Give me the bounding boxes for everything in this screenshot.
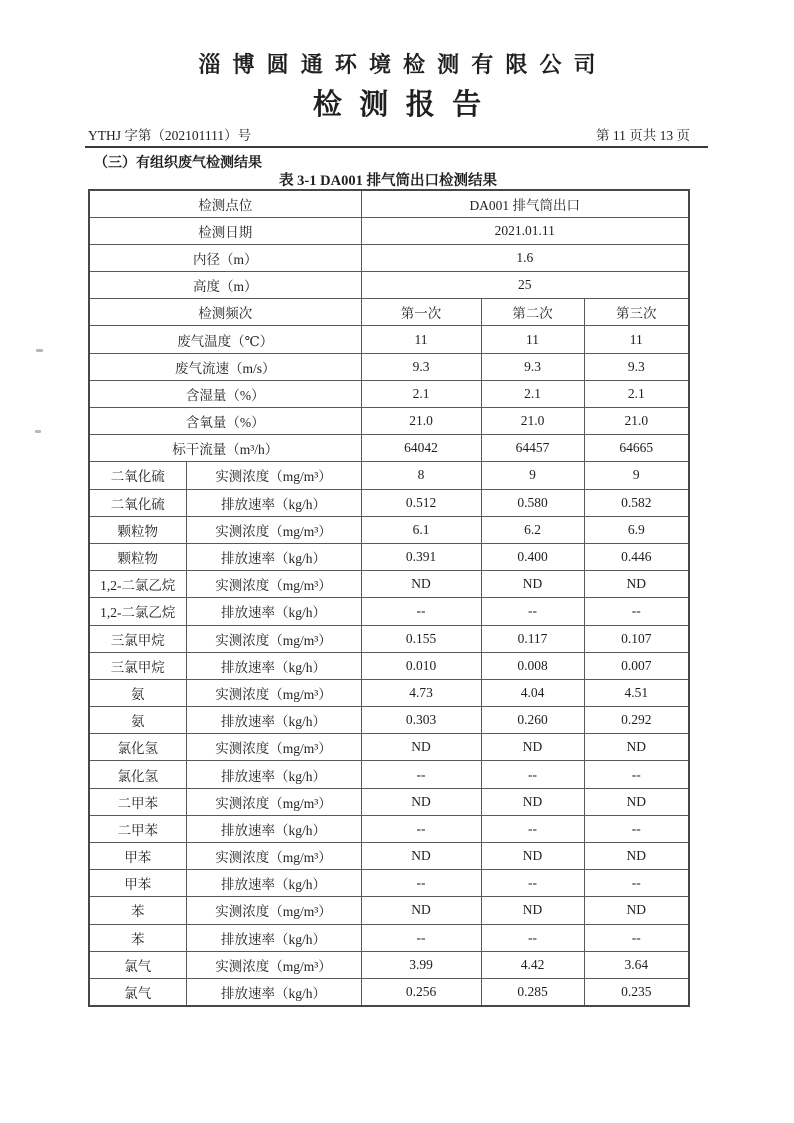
pollutant-name: 苯 <box>89 897 186 924</box>
parameter-row-value: 2.1 <box>481 380 584 407</box>
pollutant-value: 0.256 <box>361 978 481 1005</box>
parameter-row-value: 21.0 <box>481 408 584 435</box>
parameter-row-label: 含氧量（%） <box>89 408 361 435</box>
pollutant-value: 0.117 <box>481 625 584 652</box>
pollutant-parameter: 实测浓度（mg/m³） <box>186 679 361 706</box>
parameter-row-value: 9.3 <box>584 353 689 380</box>
table-row <box>89 978 689 1005</box>
pollutant-value: 0.285 <box>481 978 584 1005</box>
pollutant-value: 4.51 <box>584 679 689 706</box>
table-row <box>89 788 689 815</box>
parameter-row-value: 21.0 <box>361 408 481 435</box>
pollutant-value: 9 <box>481 462 584 489</box>
table-row <box>89 244 689 271</box>
table-row <box>89 435 689 462</box>
pollutant-value: -- <box>361 815 481 842</box>
pollutant-parameter: 排放速率（kg/h） <box>186 543 361 570</box>
frequency-column-header: 第一次 <box>361 299 481 326</box>
pollutant-value: 0.303 <box>361 707 481 734</box>
pollutant-parameter: 实测浓度（mg/m³） <box>186 462 361 489</box>
pollutant-value: 0.292 <box>584 707 689 734</box>
report-number: YTHJ 字第（202101111）号 <box>88 128 252 143</box>
pollutant-value: -- <box>361 761 481 788</box>
table-row <box>89 190 689 217</box>
parameter-row-value: 11 <box>481 326 584 353</box>
pollutant-value: -- <box>584 815 689 842</box>
pollutant-parameter: 排放速率（kg/h） <box>186 489 361 516</box>
pollutant-name: 二甲苯 <box>89 788 186 815</box>
pollutant-parameter: 排放速率（kg/h） <box>186 978 361 1005</box>
pollutant-name: 二氧化硫 <box>89 462 186 489</box>
pollutant-value: 6.9 <box>584 516 689 543</box>
parameter-row-value: 9.3 <box>481 353 584 380</box>
parameter-row-value: 64042 <box>361 435 481 462</box>
pollutant-name: 氯化氢 <box>89 734 186 761</box>
info-row-label: 高度（m） <box>89 272 361 299</box>
pollutant-parameter: 实测浓度（mg/m³） <box>186 625 361 652</box>
pollutant-value: -- <box>481 924 584 951</box>
pollutant-name: 氯气 <box>89 978 186 1005</box>
parameter-row-label: 含湿量（%） <box>89 380 361 407</box>
report-meta-row <box>88 124 690 144</box>
parameter-row-value: 11 <box>584 326 689 353</box>
results-table <box>88 189 690 1007</box>
frequency-column-header: 第二次 <box>481 299 584 326</box>
table-row <box>89 870 689 897</box>
pollutant-value: ND <box>584 788 689 815</box>
pollutant-value: 0.512 <box>361 489 481 516</box>
pollutant-parameter: 排放速率（kg/h） <box>186 652 361 679</box>
pollutant-value: ND <box>584 843 689 870</box>
pollutant-value: -- <box>584 761 689 788</box>
pollutant-name: 1,2-二氯乙烷 <box>89 571 186 598</box>
parameter-row-value: 9.3 <box>361 353 481 380</box>
table-row <box>89 571 689 598</box>
pollutant-value: 0.010 <box>361 652 481 679</box>
pollutant-value: ND <box>361 571 481 598</box>
pollutant-value: ND <box>361 788 481 815</box>
table-row <box>89 897 689 924</box>
table-row <box>89 489 689 516</box>
pollutant-value: 0.260 <box>481 707 584 734</box>
pollutant-value: 0.446 <box>584 543 689 570</box>
parameter-row-value: 64665 <box>584 435 689 462</box>
table-row <box>89 326 689 353</box>
pollutant-value: ND <box>361 734 481 761</box>
table-row <box>89 408 689 435</box>
pollutant-value: ND <box>481 788 584 815</box>
pollutant-name: 氯气 <box>89 951 186 978</box>
pollutant-value: -- <box>481 598 584 625</box>
pollutant-parameter: 实测浓度（mg/m³） <box>186 788 361 815</box>
pollutant-parameter: 排放速率（kg/h） <box>186 761 361 788</box>
pollutant-value: 0.400 <box>481 543 584 570</box>
parameter-row-value: 2.1 <box>361 380 481 407</box>
table-title: 表 3-1 DA001 排气筒出口检测结果 <box>279 173 497 189</box>
table-row <box>89 598 689 625</box>
table-row <box>89 380 689 407</box>
parameter-row-label: 废气温度（℃） <box>89 326 361 353</box>
scan-artifact <box>35 430 41 433</box>
pollutant-value: ND <box>361 897 481 924</box>
pollutant-value: ND <box>481 734 584 761</box>
pollutant-value: ND <box>481 897 584 924</box>
table-row <box>89 679 689 706</box>
pollutant-name: 甲苯 <box>89 843 186 870</box>
pollutant-name: 1,2-二氯乙烷 <box>89 598 186 625</box>
pollutant-name: 二氧化硫 <box>89 489 186 516</box>
pollutant-value: -- <box>584 870 689 897</box>
pollutant-value: 8 <box>361 462 481 489</box>
pollutant-value: 0.235 <box>584 978 689 1005</box>
pollutant-value: -- <box>481 870 584 897</box>
pollutant-value: -- <box>584 598 689 625</box>
pollutant-value: 0.391 <box>361 543 481 570</box>
pollutant-value: 3.99 <box>361 951 481 978</box>
pollutant-name: 氨 <box>89 679 186 706</box>
info-row-value: 2021.01.11 <box>361 217 689 244</box>
table-row <box>89 843 689 870</box>
pollutant-value: -- <box>481 815 584 842</box>
pollutant-value: -- <box>584 924 689 951</box>
section-heading: （三）有组织废气检测结果 <box>94 156 262 171</box>
pollutant-value: 6.1 <box>361 516 481 543</box>
table-row <box>89 625 689 652</box>
table-row <box>89 462 689 489</box>
pollutant-name: 颗粒物 <box>89 516 186 543</box>
pollutant-value: 3.64 <box>584 951 689 978</box>
pollutant-parameter: 排放速率（kg/h） <box>186 870 361 897</box>
pollutant-value: 4.42 <box>481 951 584 978</box>
parameter-row-label: 标干流量（m³/h） <box>89 435 361 462</box>
pollutant-name: 氨 <box>89 707 186 734</box>
table-row <box>89 734 689 761</box>
pollutant-parameter: 排放速率（kg/h） <box>186 598 361 625</box>
pollutant-value: 0.007 <box>584 652 689 679</box>
pollutant-parameter: 实测浓度（mg/m³） <box>186 843 361 870</box>
pollutant-value: 0.155 <box>361 625 481 652</box>
pollutant-name: 苯 <box>89 924 186 951</box>
info-row-label: 检测日期 <box>89 217 361 244</box>
pollutant-name: 二甲苯 <box>89 815 186 842</box>
pollutant-value: 0.008 <box>481 652 584 679</box>
pollutant-value: 4.04 <box>481 679 584 706</box>
parameter-row-value: 21.0 <box>584 408 689 435</box>
pollutant-value: 9 <box>584 462 689 489</box>
report-title: 检测报告 <box>312 89 499 121</box>
table-row <box>89 272 689 299</box>
pollutant-value: ND <box>361 843 481 870</box>
pollutant-value: ND <box>481 843 584 870</box>
pollutant-value: 0.580 <box>481 489 584 516</box>
page-indicator: 第 11 页共 13 页 <box>596 128 690 143</box>
pollutant-parameter: 实测浓度（mg/m³） <box>186 734 361 761</box>
pollutant-value: -- <box>481 761 584 788</box>
info-row-value: 25 <box>361 272 689 299</box>
info-row-value: 1.6 <box>361 244 689 271</box>
parameter-row-label: 废气流速（m/s） <box>89 353 361 380</box>
results-table-body <box>89 190 689 1006</box>
table-row <box>89 217 689 244</box>
table-row <box>89 951 689 978</box>
pollutant-name: 三氯甲烷 <box>89 652 186 679</box>
pollutant-name: 颗粒物 <box>89 543 186 570</box>
pollutant-name: 三氯甲烷 <box>89 625 186 652</box>
pollutant-parameter: 实测浓度（mg/m³） <box>186 516 361 543</box>
info-row-value: DA001 排气筒出口 <box>361 190 689 217</box>
parameter-row-value: 64457 <box>481 435 584 462</box>
pollutant-parameter: 实测浓度（mg/m³） <box>186 951 361 978</box>
company-name: 淄博圆通环境检测有限公司 <box>198 52 608 77</box>
pollutant-parameter: 排放速率（kg/h） <box>186 815 361 842</box>
frequency-header-label: 检测频次 <box>89 299 361 326</box>
pollutant-value: ND <box>481 571 584 598</box>
pollutant-value: 6.2 <box>481 516 584 543</box>
table-row <box>89 707 689 734</box>
table-row <box>89 299 689 326</box>
table-row <box>89 516 689 543</box>
scan-artifact <box>36 349 43 352</box>
pollutant-name: 氯化氢 <box>89 761 186 788</box>
table-row <box>89 761 689 788</box>
info-row-label: 内径（m） <box>89 244 361 271</box>
pollutant-value: ND <box>584 734 689 761</box>
table-row <box>89 924 689 951</box>
pollutant-name: 甲苯 <box>89 870 186 897</box>
pollutant-value: 0.582 <box>584 489 689 516</box>
pollutant-value: ND <box>584 571 689 598</box>
pollutant-parameter: 排放速率（kg/h） <box>186 924 361 951</box>
info-row-label: 检测点位 <box>89 190 361 217</box>
pollutant-parameter: 排放速率（kg/h） <box>186 707 361 734</box>
pollutant-value: -- <box>361 870 481 897</box>
table-row <box>89 543 689 570</box>
pollutant-value: 0.107 <box>584 625 689 652</box>
parameter-row-value: 11 <box>361 326 481 353</box>
header-rule <box>85 146 708 148</box>
table-row <box>89 815 689 842</box>
pollutant-parameter: 实测浓度（mg/m³） <box>186 897 361 924</box>
pollutant-value: 4.73 <box>361 679 481 706</box>
pollutant-value: -- <box>361 598 481 625</box>
table-row <box>89 353 689 380</box>
pollutant-value: -- <box>361 924 481 951</box>
frequency-column-header: 第三次 <box>584 299 689 326</box>
table-row <box>89 652 689 679</box>
pollutant-value: ND <box>584 897 689 924</box>
parameter-row-value: 2.1 <box>584 380 689 407</box>
pollutant-parameter: 实测浓度（mg/m³） <box>186 571 361 598</box>
